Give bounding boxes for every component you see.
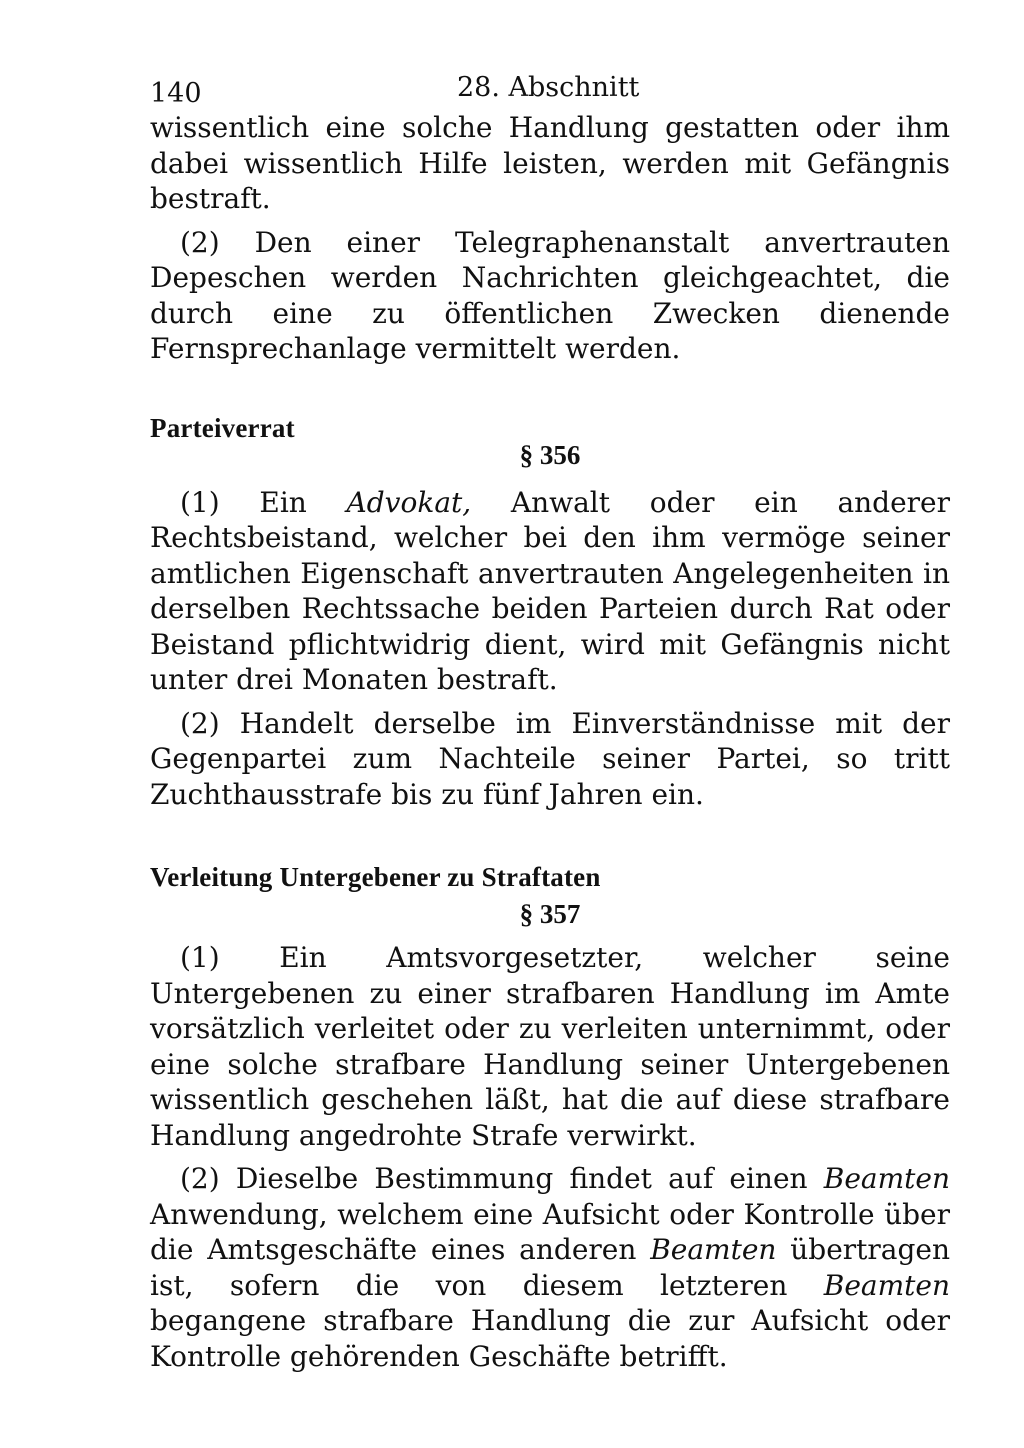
text-run: übertragen ist, sofern die von diesem letzteren xyxy=(150,1233,951,1302)
section-number-357: § 357 xyxy=(519,899,581,929)
italic-term-advokat: Advokat, xyxy=(346,485,472,519)
running-head xyxy=(150,72,950,112)
text-run: Anwalt oder ein anderer Rechtsbeistand, welcher bei den ihm vermöge seiner amtlichen Eigenschaft anvertrauten Angelegenheiten in derselben Rechtssache beiden Parteien durch Rat oder Beistand pflichtwidrig dient, wird mit Gefängnis nicht unter drei Monaten bestraft. xyxy=(150,485,951,696)
italic-term-beamten: Beamten xyxy=(823,1162,950,1195)
paragraph-356-2: (2) Handelt derselbe im Einverständnisse mit der Gegenpartei zum Nachteile seiner Partei, so tritt Zuchthausstrafe bis zu fünf Jahren ein. xyxy=(150,706,950,811)
page-number: 140 xyxy=(150,78,202,109)
chapter-title: 28. Abschnitt xyxy=(457,72,640,103)
paragraph-357-2 xyxy=(150,1161,950,1374)
text-run: Anwendung, welchem eine Aufsicht oder Kontrolle über die Amtsgeschäfte eines anderen xyxy=(150,1197,950,1266)
section-heading-verleitung: Verleitung Untergebener zu Straftaten xyxy=(150,862,601,892)
paragraph-355-2: (2) Den einer Telegraphenanstalt anvertrauten Depeschen werden Nachrichten gleichgeachtet, die durch eine zu öffentlichen Zwecken dienende Fernsprechanlage vermittelt werden. xyxy=(150,225,950,365)
text-run: (2) Dieselbe Bestimmung findet auf einen xyxy=(180,1162,824,1195)
paragraph-continuation: wissentlich eine solche Handlung gestatten oder ihm dabei wissentlich Hilfe leisten, werden mit Gefängnis bestraft. xyxy=(150,111,950,215)
page xyxy=(150,72,950,1374)
text-run: (1) Ein xyxy=(180,485,347,519)
text-run: begangene strafbare Handlung die zur Aufsicht oder Kontrolle gehörenden Geschäfte betrifft. xyxy=(150,1304,950,1373)
italic-term-beamten: Beamten xyxy=(650,1233,777,1266)
italic-term-beamten: Beamten xyxy=(823,1268,950,1302)
section-number-356: § 356 xyxy=(519,439,581,470)
paragraph-356-1 xyxy=(150,485,950,698)
section-heading-parteiverrat: Parteiverrat xyxy=(150,412,295,443)
paragraph-357-1: (1) Ein Amtsvorgesetzter, welcher seine Untergebenen zu einer strafbaren Handlung im Amte vorsätzlich verleitet oder zu verleiten unternimmt, oder eine solche strafbare Handlung seiner Untergebenen wissentlich geschehen läßt, hat die auf diese strafbare Handlung angedrohte Strafe verwirkt. xyxy=(150,941,950,1152)
